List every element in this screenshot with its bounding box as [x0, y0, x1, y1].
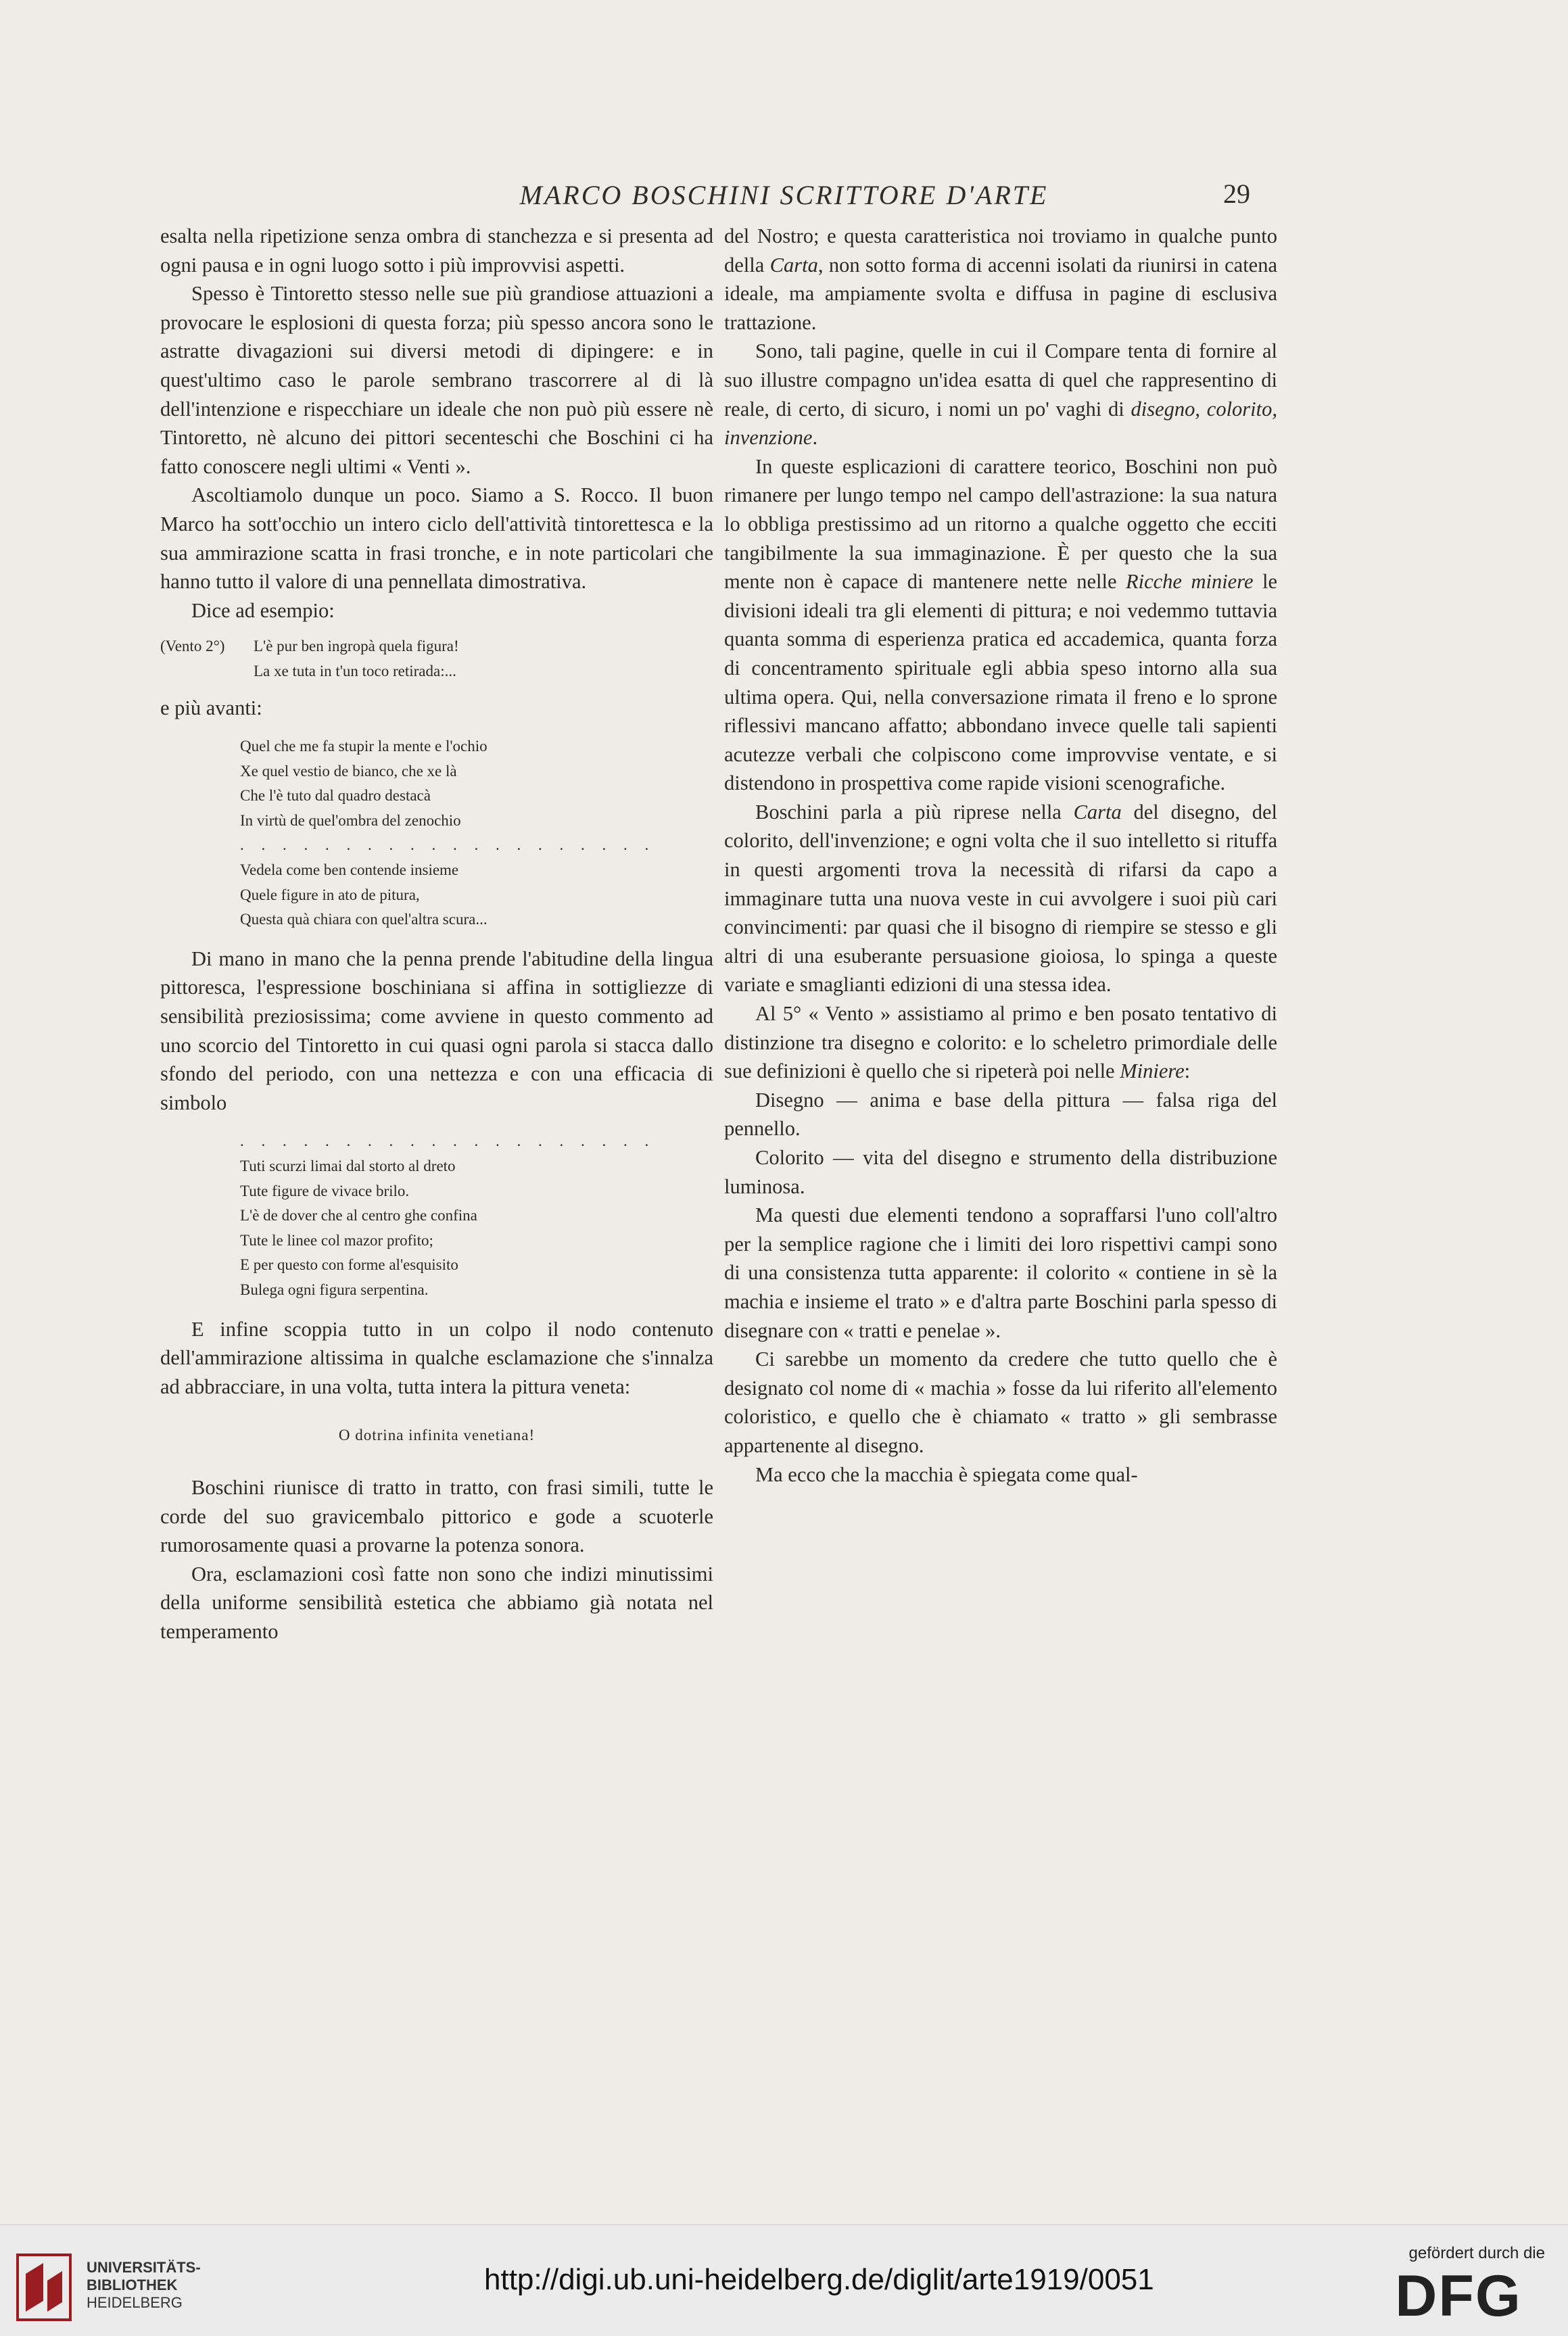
paragraph: Ma ecco che la macchia è spiegata come qual- [755, 1462, 1138, 1486]
paragraph: Al 5° « Vento » assistiamo al primo e ben posato tentativo di distinzione tra disegno e colorito: e lo scheletro primordiale delle sue definizioni è quello che si ripeterà poi nelle Miniere: [724, 1002, 1277, 1083]
paragraph: E infine scoppia tutto in un colpo il nodo contenuto dell'ammirazione altissima in qualche esclamazione che s'innalza ad abbracciare, in una volta, tutta intera la pittura veneta: [160, 1317, 713, 1398]
paragraph: Sono, tali pagine, quelle in cui il Compare tenta di fornire al suo illustre compagno un'idea esatta di quel che rappresentino di reale, di certo, di sicuro, i nomi un po' vaghi di disegno, colorito, invenzione. [724, 339, 1277, 450]
italic-title: Carta [1073, 800, 1122, 824]
verse-line: In virtù de quel'ombra del zenochio [240, 811, 461, 829]
verse-quote-2 [160, 734, 713, 932]
funder-caption: gefördert durch die [1408, 2244, 1545, 2262]
library-name: UNIVERSITÄTS- BIBLIOTHEK HEIDELBERG [87, 2259, 201, 2311]
paragraph: Ma questi due elementi tendono a sopraffarsi l'uno coll'altro per la semplice ragione che i limiti dei loro rispettivi campi sono di una consistenza tutta apparente: il colorito « contiene in sè la machia e insieme el trato » e d'altra parte Boschini parla spesso di disegnare con « tratti e penelae ». [724, 1203, 1277, 1342]
permalink-url[interactable]: http://digi.ub.uni-heidelberg.de/diglit/arte1919/0051 [484, 2263, 1154, 2296]
paragraph: esalta nella ripetizione senza ombra di stanchezza e si presenta ad ogni pausa e in ogni luogo sotto i più improvvisi aspetti. [160, 224, 713, 277]
verse-line: L'è pur ben ingropà quela figura! [254, 638, 459, 655]
page-number: 29 [1223, 178, 1250, 209]
verse-line: Tuti scurzi limai dal storto al dreto [240, 1158, 456, 1174]
running-title: MARCO BOSCHINI SCRITTORE D'ARTE [519, 180, 1049, 210]
verse-line: L'è de dover che al centro ghe confina [240, 1207, 477, 1224]
university-library-logo-icon[interactable] [16, 2254, 72, 2321]
paragraph: Ora, esclamazioni così fatte non sono che indizi minutissimi della uniforme sensibilità estetica che abbiamo già notata nel temperamento [160, 1562, 713, 1643]
footer-bar [0, 2224, 1568, 2336]
verse-line: Che l'è tuto dal quadro destacà [240, 787, 431, 805]
paragraph: Dice ad esempio: [191, 598, 335, 622]
verse-line: Tute le linee col mazor profito; [240, 1231, 433, 1249]
paragraph: Boschini riunisce di tratto in tratto, con frasi simili, tutte le corde del suo gravicembalo pittorico e gode a scuoterle rumorosamente quasi a provarne la potenza sonora. [160, 1475, 713, 1557]
left-column [160, 222, 713, 1646]
dfg-logo-text: DFG [1395, 2267, 1522, 2321]
italic-terms: disegno, colorito, invenzione [724, 397, 1277, 450]
exclamation-quote: O dotrina infinita venetiana! [338, 1427, 536, 1444]
italic-title: Ricche miniere [1125, 570, 1254, 594]
verse-line: Quele figure in ato de pitura, [240, 886, 420, 903]
verse-line: Bulega ogni figura serpentina. [240, 1281, 429, 1298]
paragraph: e più avanti: [160, 696, 262, 719]
italic-title: Carta [769, 253, 818, 277]
ellipsis-line: . . . . . . . . . . . . . . . . . . . . [240, 1133, 656, 1150]
dfg-logo-icon[interactable] [1372, 2267, 1545, 2321]
verse-line: La xe tuta in t'un toco retirada:... [254, 662, 456, 680]
paragraph: Colorito — vita del disegno e strumento della distribuzione luminosa. [724, 1146, 1277, 1198]
verse-line: Vedela come ben contende insieme [240, 861, 459, 879]
ellipsis-line: . . . . . . . . . . . . . . . . . . . . [240, 836, 656, 854]
verse-line: Xe quel vestio de bianco, che xe là [240, 762, 457, 780]
paragraph: Boschini parla a più riprese nella Carta del disegno, del colorito, dell'invenzione; e ogni volta che il suo intelletto si rituffa in questi argomenti trova la necessità di rifarsi da capo a immaginare tutta una nuova veste in cui avvolgere i suoi più cari convincimenti: par quasi che il bisogno di riempire se stesso e gli altri di una esuberante persuasione gioiosa, lo spinga a queste variate e smaglianti edizioni di una stessa idea. [724, 800, 1277, 997]
paragraph: Di mano in mano che la penna prende l'abitudine della lingua pittoresca, l'espressione boschiniana si affina in sottigliezze di sensibilità preziosissima; come avviene in questo commento ad uno scorcio del Tintoretto in cui quasi ogni parola si stacca dallo sfondo del periodo, con una nettezza e con una efficacia di simbolo [160, 947, 713, 1114]
paragraph: Ascoltiamolo dunque un poco. Siamo a S. Rocco. Il buon Marco ha sott'occhio un intero ciclo dell'attività tintorettesca e la sua ammirazione scatta in frasi tronche, e in note particolari che hanno tutto il valore di una pennellata dimostrativa. [160, 483, 713, 594]
verse-quote-1 [160, 634, 713, 684]
verse-line: E per questo con forme al'esquisito [240, 1256, 458, 1274]
paragraph: In queste esplicazioni di carattere teorico, Boschini non può rimanere per lungo tempo nel campo dell'astrazione: la sua natura lo obbliga prestissimo ad un ritorno a qualche oggetto che ecciti tangibilmente la sua immaginazione. È per questo che la sua mente non è capace di mantenere nette nelle Ricche miniere le divisioni ideali tra gli elementi di pittura; e noi vedemmo tuttavia quanta somma di esperienza pratica ed accademica, quanta forza di concentramento spirituale egli abbia speso intorno alla sua ultima opera. Qui, nella conversazione rimata il freno e lo sprone riflessivi mancano affatto; abbondano invece quelle tali sapienti acutezze verbali che colpiscono come improvvise ventate, e si distendono in prospettiva come rapide visioni scenografiche. [724, 454, 1277, 795]
paragraph: Disegno — anima e base della pittura — falsa riga del pennello. [724, 1088, 1277, 1141]
verse-source-tag: (Vento 2°) [160, 638, 225, 655]
verse-line: Questa quà chiara con quel'altra scura... [240, 911, 488, 928]
right-column [724, 222, 1277, 1489]
paragraph: Ci sarebbe un momento da credere che tutto quello che è designato col nome di « machia » fosse da lui riferito all'elemento coloristico, e quello che è chiamato « tratto » gli sembrasse appartenente al disegno. [724, 1348, 1277, 1457]
verse-line: Quel che me fa stupir la mente e l'ochio [240, 738, 488, 755]
paragraph: Spesso è Tintoretto stesso nelle sue più grandiose attuazioni a provocare le esplosioni di questa forza; più spesso ancora sono le astratte divagazioni sui diversi metodi di dipingere: e in quest'ultimo caso le parole sembrano trascorrere al di là dell'intenzione e rispecchiare un ideale che non può più essere nè Tintoretto, nè alcuno dei pittori secenteschi che Boschini ci ha fatto conoscere negli ultimi « Venti ». [160, 282, 713, 478]
verse-line: Tute figure de vivace brilo. [240, 1182, 410, 1199]
italic-title: Miniere [1120, 1059, 1185, 1083]
paragraph: del Nostro; e questa caratteristica noi troviamo in qualche punto della Carta, non sotto forma di accenni isolati da riunirsi in catena ideale, ma ampiamente svolta e diffusa in pagine di esclusiva trattazione. [724, 224, 1277, 334]
verse-quote-3 [160, 1129, 713, 1302]
